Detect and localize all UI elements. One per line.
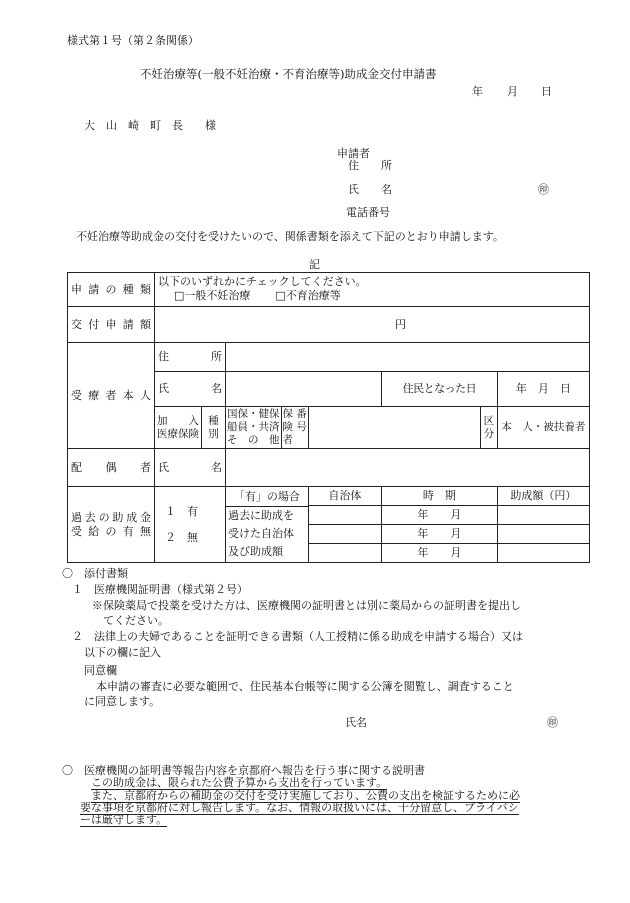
amount-unit: 円: [395, 317, 406, 331]
applicant-phone-label: 電話番号: [346, 206, 390, 219]
explanation-line-1: この助成金は、限られた公費予算から支出を行っています。: [91, 776, 388, 789]
attachment-item-2: ２ 法律上の夫婦であることを証明できる書類（人工授精に係る助成を申請する場合）又は: [72, 630, 523, 643]
seal-mark: ㊞: [538, 183, 549, 196]
patient-name-field[interactable]: [226, 372, 382, 407]
label-residency-date: 住民となった日: [381, 372, 497, 407]
residency-date-field[interactable]: 年 月 日: [497, 372, 589, 407]
row-patient-address: [68, 343, 590, 372]
intro-text: 不妊治療等助成金の交付を受けたいので、関係書類を添えて下記のとおり申請します。: [76, 230, 504, 243]
past-amount-field[interactable]: [497, 506, 589, 525]
label-patient: 受療者本人: [68, 343, 155, 449]
past-municipality-field[interactable]: [308, 525, 381, 544]
past-grant-note: 「有」の場合 過去に助成を 受けた自治体 及び助成額: [226, 487, 309, 563]
explanation-line-4: ーは厳守します。: [80, 813, 168, 826]
past-period-field[interactable]: 年 月: [381, 525, 497, 544]
cell-application-kind: [155, 273, 590, 307]
past-municipality-field[interactable]: [308, 506, 381, 525]
application-table: [67, 272, 590, 563]
patient-address-field[interactable]: [226, 343, 590, 372]
ki-mark: 記: [309, 258, 320, 271]
checkbox-general-infertility[interactable]: □一般不妊治療: [174, 288, 251, 302]
amount-field[interactable]: [155, 307, 590, 343]
row-application-kind: [68, 273, 590, 307]
kind-instruction: 以下のいずれかにチェックしてください。: [158, 275, 367, 288]
addressee: 大 山 崎 町 長 様: [84, 119, 216, 132]
consent-text: 本申請の審査に必要な範囲で、住民基本台帳等に関する公簿を閲覧し、調査すること: [96, 680, 514, 693]
label-amount: 交付申請額: [68, 307, 155, 343]
consent-text-cont: に同意します。: [84, 695, 161, 708]
label-spouse: 配偶者: [68, 449, 155, 487]
form-title: 不妊治療等(一般不妊治療・不育治療等)助成金交付申請書: [140, 67, 437, 81]
label-patient-name: 氏 名: [155, 372, 226, 407]
applicant-name-label: 氏 名: [348, 183, 392, 196]
date-year: 年: [472, 85, 483, 98]
row-amount: [68, 307, 590, 343]
consent-heading: 同意欄: [84, 664, 117, 677]
insurance-type-options[interactable]: 国保・健保 船員・共済 そ の 他: [226, 407, 282, 449]
category-options[interactable]: 本 人・被扶養者: [497, 407, 589, 449]
label-insurance: 加 入 医療保険: [155, 407, 202, 449]
attachment-item-1: １ 医療機関証明書（様式第２号）: [72, 583, 248, 596]
attachment-item-1-note: ※保険薬局で投薬を受けた方は、医療機関の証明書とは別に薬局からの証明書を提出し: [92, 599, 521, 612]
past-period-field[interactable]: 年 月: [381, 506, 497, 525]
past-grant-yes-no[interactable]: １ 有 ２ 無: [155, 487, 226, 563]
past-period-field[interactable]: 年 月: [381, 544, 497, 563]
consent-name-label: 氏名: [345, 716, 367, 729]
col-period: 時 期: [381, 487, 497, 506]
date-month: 月: [507, 85, 518, 98]
attachment-item-1-note-cont: てください。: [103, 614, 169, 627]
label-spouse-name: 氏 名: [155, 449, 226, 487]
row-past-header: [68, 487, 590, 506]
checkbox-recurrent-loss[interactable]: □不育治療等: [275, 288, 341, 302]
attachment-item-2-cont: 以下の欄に記入: [84, 646, 161, 659]
col-municipality: 自治体: [308, 487, 381, 506]
row-spouse: [68, 449, 590, 487]
insurer-number-field[interactable]: [308, 407, 480, 449]
explanation-line-3: 要な事項を京都府に対し報告します。なお、情報の取扱いには、十分留意し、プライバシ: [80, 801, 519, 814]
explanation-heading: 〇 医療機関の証明書等報告内容を京都府へ報告を行う事に関する説明書: [62, 764, 425, 777]
attachments-heading: 〇 添付書類: [62, 567, 128, 580]
col-grant-amount: 助成額（円）: [497, 487, 589, 506]
applicant-heading: 申請者: [337, 147, 370, 160]
past-amount-field[interactable]: [497, 525, 589, 544]
label-category: 区 分: [480, 407, 497, 449]
date-day: 日: [541, 85, 552, 98]
label-patient-address: 住 所: [155, 343, 226, 372]
form-number: 様式第１号（第２条関係）: [67, 34, 199, 47]
label-past-grants: 過去の助成金 受給の有無: [68, 487, 155, 563]
consent-seal-mark: ㊞: [547, 716, 558, 729]
label-insurer-number: 保 番 険 号 者: [281, 407, 308, 449]
past-municipality-field[interactable]: [308, 544, 381, 563]
label-insurance-type: 種 別: [202, 407, 226, 449]
label-application-kind: 申請の種類: [68, 273, 155, 307]
spouse-name-field[interactable]: [226, 449, 590, 487]
applicant-address-label: 住 所: [348, 159, 392, 172]
past-amount-field[interactable]: [497, 544, 589, 563]
explanation-line-2: また、京都府からの補助金の交付を受け実施しており、公費の支出を検証するために必: [91, 789, 520, 802]
